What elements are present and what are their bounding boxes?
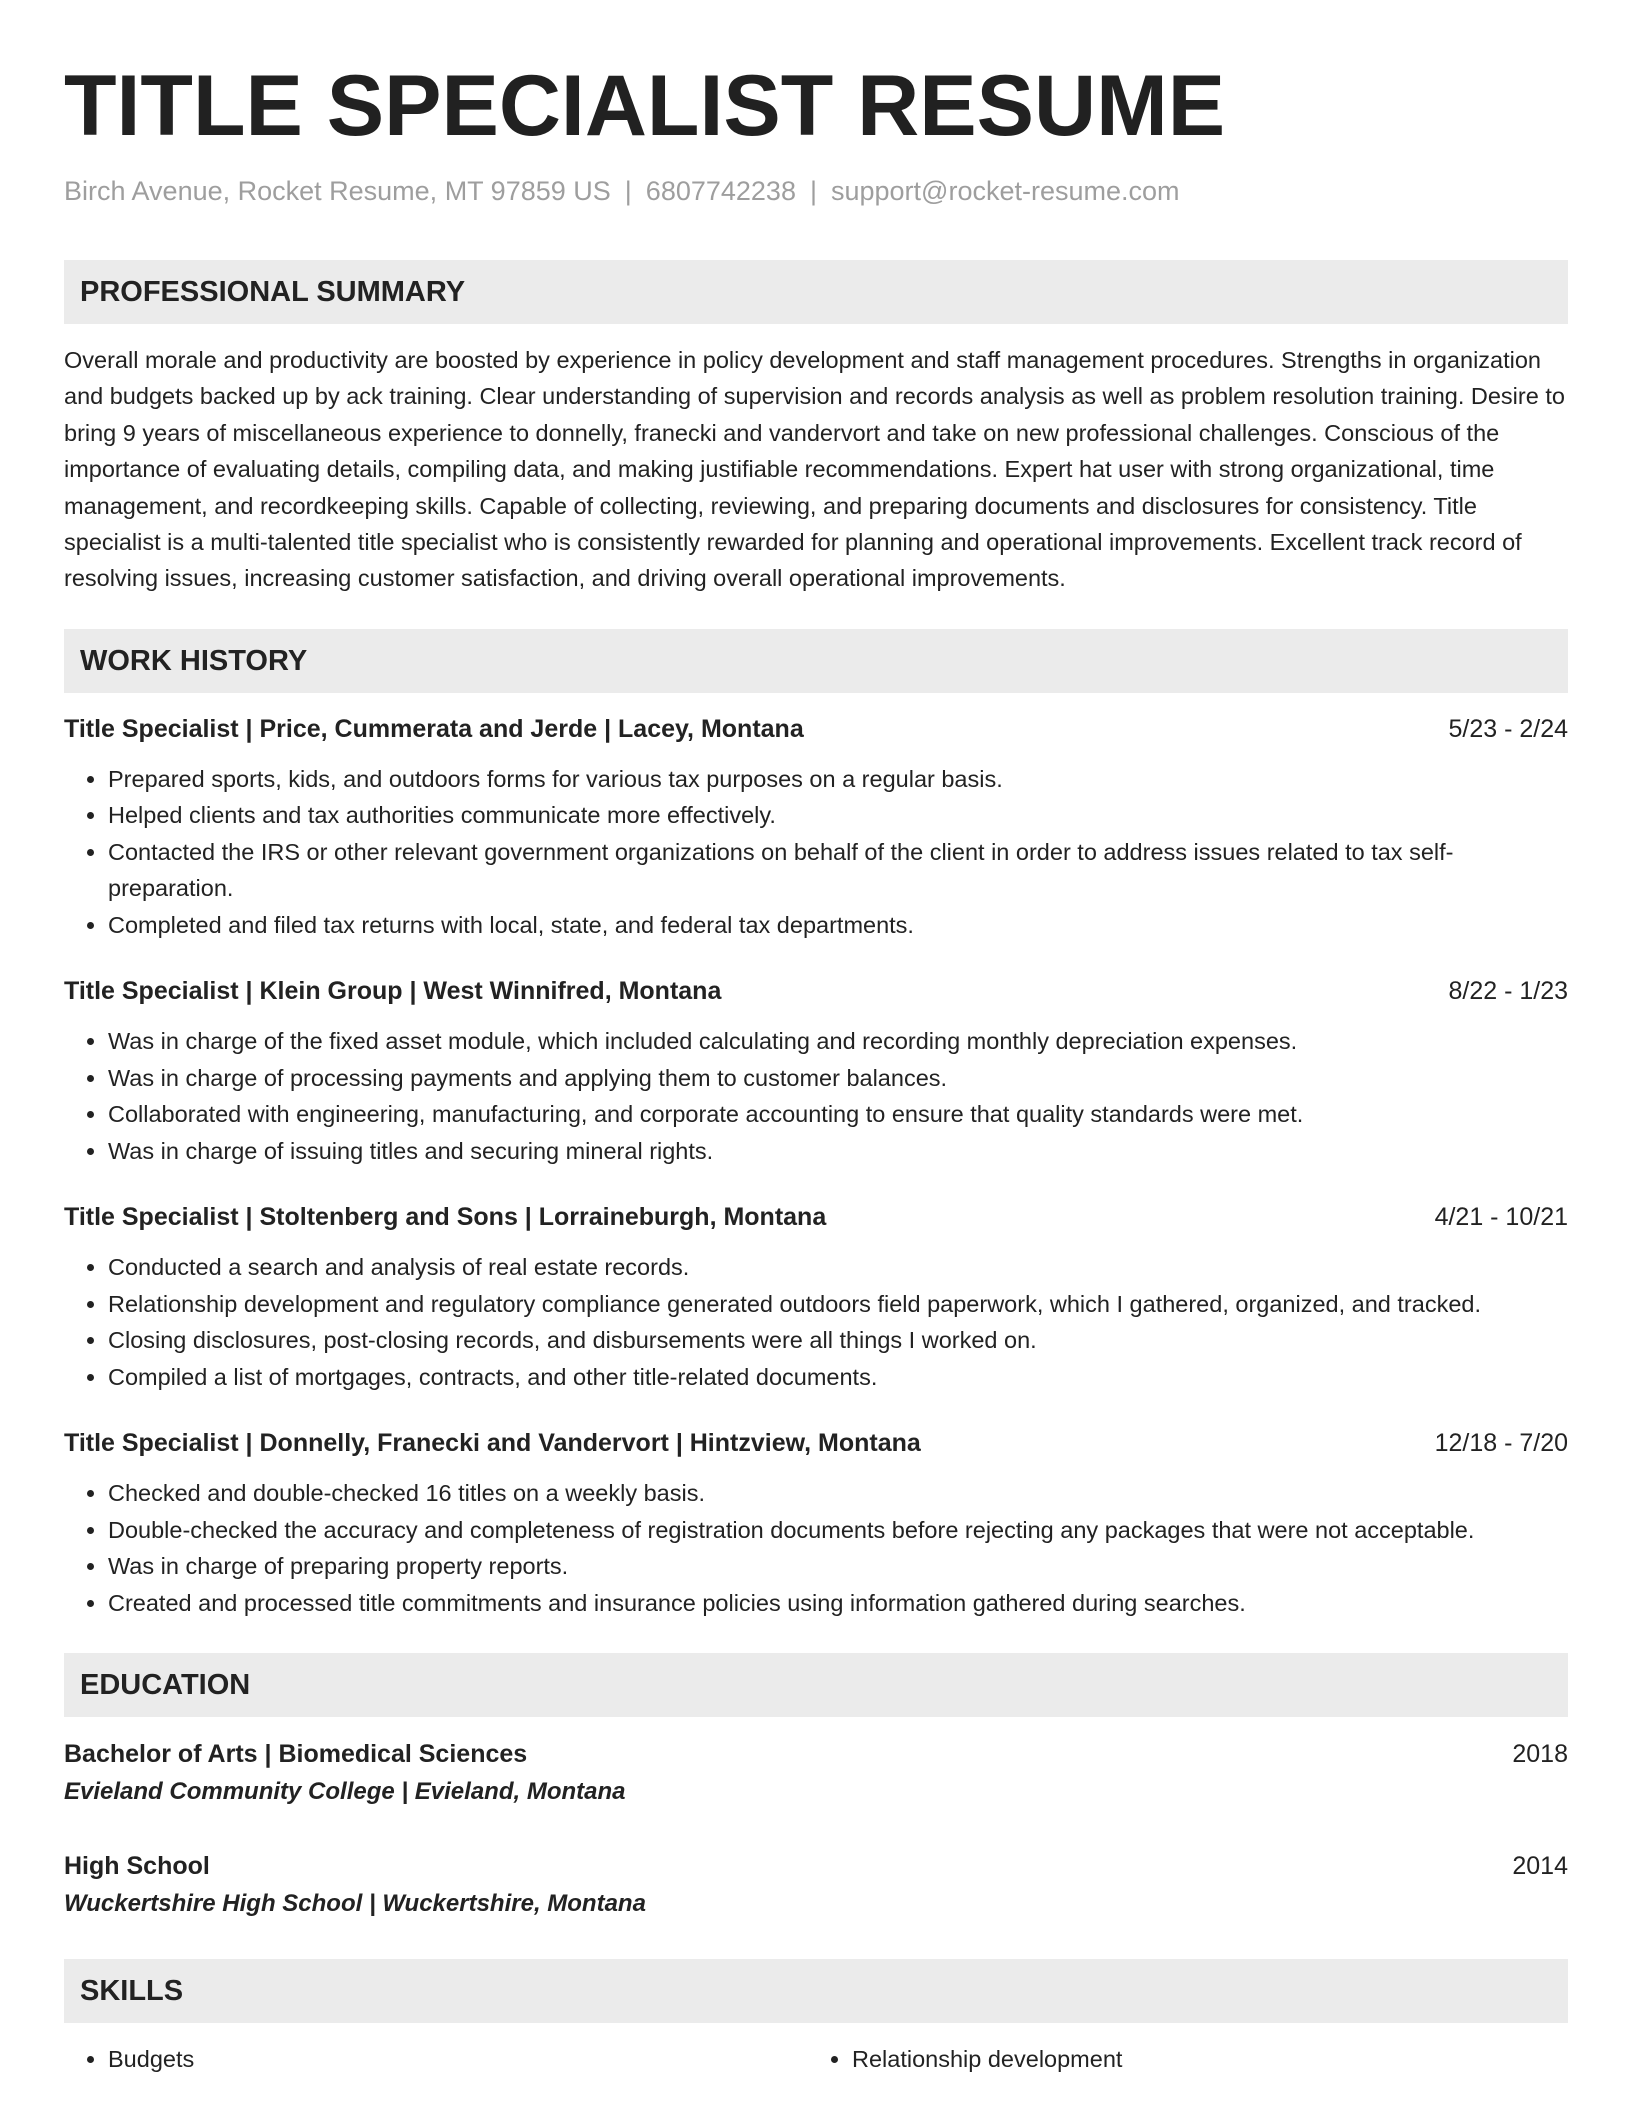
list-item: • Checked and double-checked 16 titles on a weekly basis. [108, 1475, 1568, 1512]
resume-title: TITLE SPECIALIST RESUME [64, 58, 1226, 154]
job-header [64, 1425, 1568, 1461]
job-title: Title Specialist | Klein Group | West Winnifred, Montana [64, 977, 722, 1006]
skills-list [64, 2041, 1568, 2077]
resume-page [64, 0, 1568, 2077]
education-entry [64, 1847, 1568, 1923]
job-title: Title Specialist | Price, Cummerata and Jerde | Lacey, Montana [64, 714, 804, 743]
list-item: • Completed and filed tax returns with local, state, and federal tax departments. [108, 907, 1568, 944]
list-item: • Helped clients and tax authorities communicate more effectively. [108, 797, 1568, 834]
job-dates: 8/22 - 1/23 [1448, 977, 1568, 1006]
job-entry [64, 1425, 1568, 1621]
section-heading-education: EDUCATION [64, 1653, 1568, 1717]
education-entry [64, 1735, 1568, 1811]
list-item: • Was in charge of preparing property reports. [108, 1548, 1568, 1585]
education-degree: High School [64, 1852, 210, 1881]
list-item: • Compiled a list of mortgages, contracts, and other title-related documents. [108, 1359, 1568, 1396]
section-heading-summary: PROFESSIONAL SUMMARY [64, 260, 1568, 324]
job-title: Title Specialist | Donnelly, Franecki and Vandervort | Hintzview, Montana [64, 1429, 921, 1458]
job-title: Title Specialist | Stoltenberg and Sons | Lorraineburgh, Montana [64, 1203, 827, 1232]
list-item: • Was in charge of issuing titles and securing mineral rights. [108, 1133, 1568, 1170]
job-header [64, 711, 1568, 747]
contact-phone: 6807742238 [645, 176, 796, 206]
job-bullets [64, 1475, 1568, 1621]
education-header [64, 1847, 1568, 1885]
contact-separator: | [624, 176, 632, 206]
job-dates: 4/21 - 10/21 [1434, 1203, 1568, 1232]
list-item: • Relationship development and regulatory compliance generated outdoors field paperwork, which I gathered, organized, and tracked. [108, 1286, 1568, 1323]
list-item: • Relationship development [852, 2041, 1552, 2077]
job-dates: 5/23 - 2/24 [1448, 714, 1568, 743]
list-item: • Budgets [108, 2041, 808, 2077]
job-bullets [64, 1249, 1568, 1395]
list-item: • Contacted the IRS or other relevant government organizations on behalf of the client in order to address issues related to tax self-preparation. [108, 834, 1568, 907]
job-bullets [64, 1023, 1568, 1169]
education-degree: Bachelor of Arts | Biomedical Sciences [64, 1740, 528, 1769]
job-header [64, 973, 1568, 1009]
job-bullets [64, 761, 1568, 944]
job-entry [64, 711, 1568, 944]
education-header [64, 1735, 1568, 1773]
skills-column-left [64, 2041, 808, 2077]
job-entry [64, 973, 1568, 1169]
skills-column-right [808, 2041, 1552, 2077]
job-header [64, 1199, 1568, 1235]
education-year: 2018 [1512, 1740, 1568, 1769]
contact-separator: | [809, 176, 817, 206]
list-item: • Was in charge of processing payments and applying them to customer balances. [108, 1060, 1568, 1097]
list-item: • Collaborated with engineering, manufacturing, and corporate accounting to ensure that quality standards were met. [108, 1096, 1568, 1133]
contact-address: Birch Avenue, Rocket Resume, MT 97859 US [64, 176, 611, 206]
education-year: 2014 [1512, 1852, 1568, 1881]
job-entry [64, 1199, 1568, 1395]
education-school: Evieland Community College | Evieland, Montana [64, 1778, 626, 1806]
section-heading-work-history: WORK HISTORY [64, 629, 1568, 693]
list-item: • Prepared sports, kids, and outdoors forms for various tax purposes on a regular basis. [108, 761, 1568, 798]
contact-line [64, 174, 1568, 208]
list-item: • Closing disclosures, post-closing records, and disbursements were all things I worked on. [108, 1322, 1568, 1359]
list-item: • Was in charge of the fixed asset module, which included calculating and recording monthly depreciation expenses. [108, 1023, 1568, 1060]
job-dates: 12/18 - 7/20 [1434, 1429, 1568, 1458]
list-item: • Conducted a search and analysis of real estate records. [108, 1249, 1568, 1286]
list-item: • Double-checked the accuracy and completeness of registration documents before rejecting any packages that were not acceptable. [108, 1512, 1568, 1549]
section-heading-skills: SKILLS [64, 1959, 1568, 2023]
list-item: • Created and processed title commitments and insurance policies using information gathered during searches. [108, 1585, 1568, 1622]
education-school: Wuckertshire High School | Wuckertshire, Montana [64, 1890, 646, 1918]
contact-email: support@rocket-resume.com [830, 176, 1180, 206]
summary-text: Overall morale and productivity are boosted by experience in policy development and staff management procedures. Strengths in organization and budgets backed up by ack training. Clear understanding of supervision and records analysis as well as problem resolution training. Desire to bring 9 years of miscellaneous experience to donnelly, franecki and vandervort and take on new professional challenges. Conscious of the importance of evaluating details, compiling data, and making justifiable recommendations. Expert hat user with strong organizational, time management, and recordkeeping skills. Capable of collecting, reviewing, and preparing documents and disclosures for consistency. Title specialist is a multi-talented title specialist who is consistently rewarded for planning and operational improvements. Excellent track record of resolving issues, increasing customer satisfaction, and driving overall operational improvements. [64, 347, 1565, 592]
